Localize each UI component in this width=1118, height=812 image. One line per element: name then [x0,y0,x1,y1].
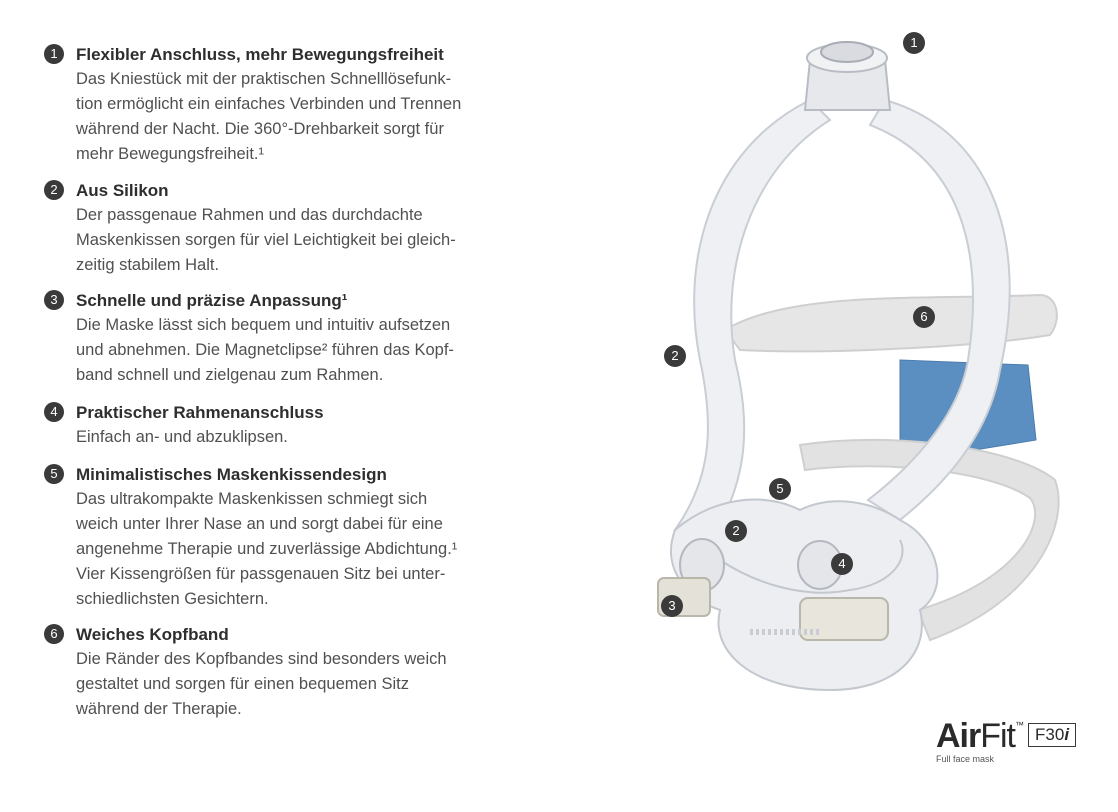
feature-title: Schnelle und präzise Anpassung¹ [76,291,348,310]
feature-number-badge: 6 [44,624,64,644]
feature-title: Minimalistisches Maskenkissendesign [76,465,387,484]
product-tagline: Full face mask [936,754,995,764]
feature-description: Das ultrakompakte Maskenkissen schmiegt sich weich unter Ihrer Nase an und sorgt dabei für eine angenehme Therapie und zuverlässige Abdichtung.¹ Vier Kissengrößen für passgenauen Sitz bei unter- schiedlichsten Gesichtern. [76,490,458,608]
mask-illustration [600,0,1118,740]
feature-description: Einfach an- und abzuklipsen. [76,428,288,446]
feature-item [44,288,524,400]
logo-air-text: Air [936,717,981,755]
feature-description: Der passgenaue Rahmen und das durchdachte Maskenkissen sorgen für viel Leichtigkeit bei gleich- zeitig stabilem Halt. [76,206,456,274]
feature-number-badge: 1 [44,44,64,64]
feature-description: Die Maske lässt sich bequem und intuitiv aufsetzen und abnehmen. Die Magnetclipse² führen das Kopf- band schnell und zielgenau zum Rahmen. [76,316,454,384]
feature-number-badge: 5 [44,464,64,484]
feature-item [44,178,524,288]
callout-marker: 1 [903,32,925,54]
model-suffix: i [1064,725,1070,744]
feature-title: Praktischer Rahmenanschluss [76,403,324,422]
feature-item [44,462,524,622]
feature-title: Aus Silikon [76,181,169,200]
callout-marker: 5 [769,478,791,500]
feature-description: Das Kniestück mit der praktischen Schnelllösefunk- tion ermöglicht ein einfaches Verbinden und Trennen während der Nacht. Die 360°-Drehbarkeit sorgt für mehr Bewegungsfreiheit.¹ [76,70,462,163]
feature-number-badge: 3 [44,290,64,310]
feature-title: Flexibler Anschluss, mehr Bewegungsfreiheit [76,45,444,64]
logo-fit-text: Fit [980,717,1016,755]
feature-number-badge: 2 [44,180,64,200]
feature-number-badge: 4 [44,402,64,422]
feature-title: Weiches Kopfband [76,625,229,644]
callout-marker: 2 [725,520,747,542]
feature-item [44,400,524,462]
feature-item [44,42,524,178]
mask-product-image [600,0,1118,740]
callout-marker: 4 [831,553,853,575]
model-number: F30 [1035,725,1065,744]
trademark-symbol: ™ [1015,720,1025,730]
airfit-logo [936,716,1076,764]
feature-list [44,42,524,722]
callout-marker: 6 [913,306,935,328]
feature-description: Die Ränder des Kopfbandes sind besonders weich gestaltet und sorgen für einen bequemen Sitz während der Therapie. [76,650,447,718]
model-badge [1028,723,1076,747]
callout-marker: 3 [661,595,683,617]
callout-marker: 2 [664,345,686,367]
feature-item [44,622,524,722]
